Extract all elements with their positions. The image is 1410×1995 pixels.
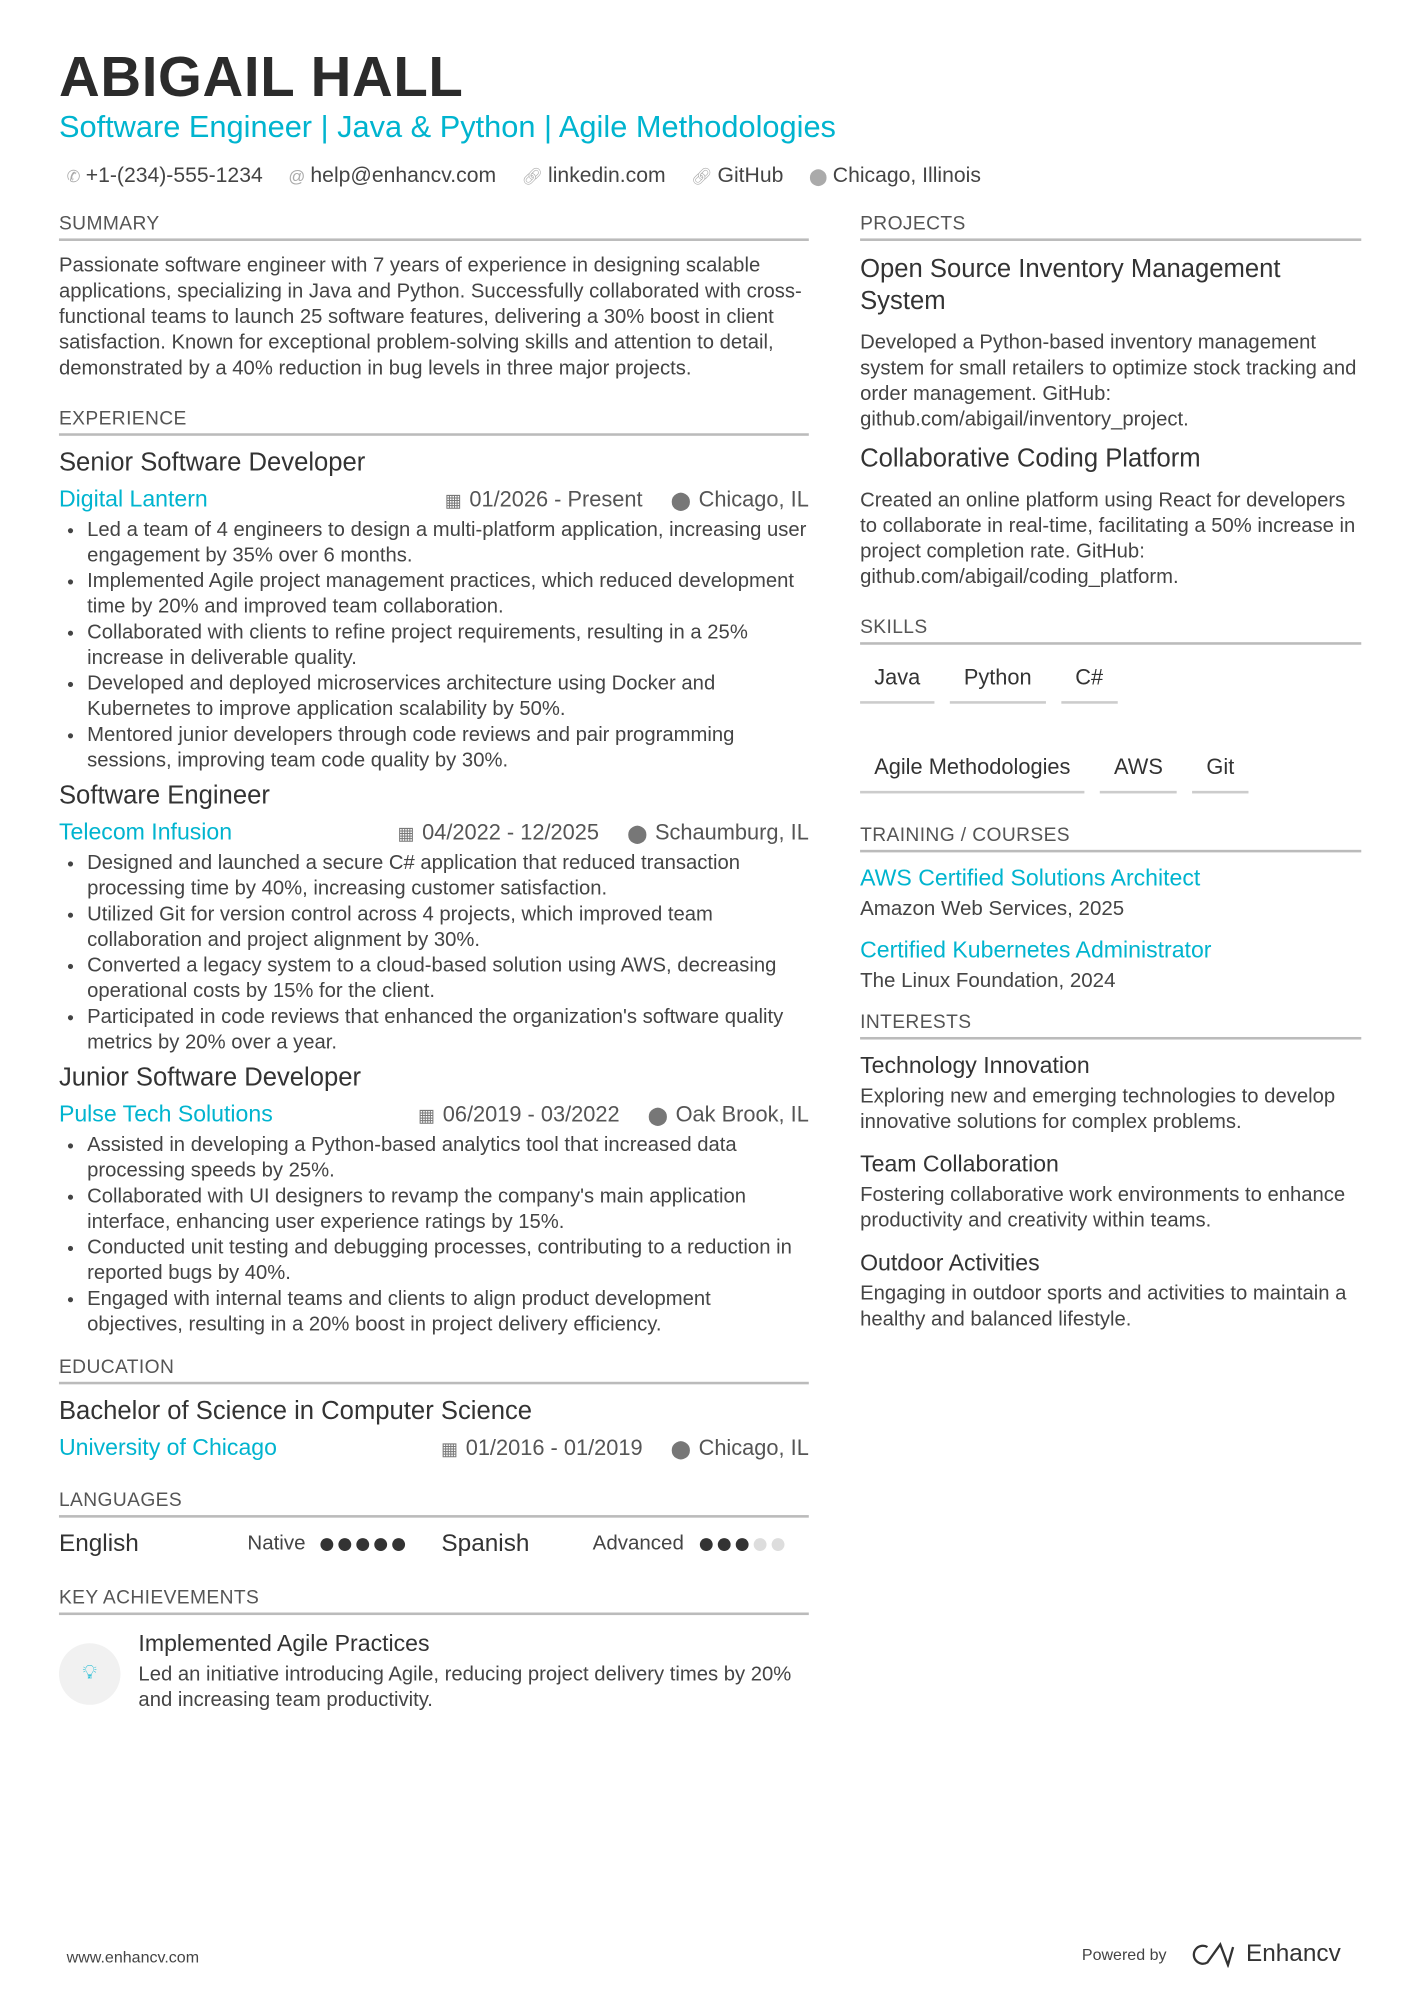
language-list <box>59 1530 809 1558</box>
contact-phone[interactable] <box>67 164 263 188</box>
right-column <box>860 213 1361 1359</box>
dates-text: 01/2026 - Present <box>469 486 643 511</box>
location-text: Chicago, Illinois <box>832 164 981 188</box>
dates-text: 06/2019 - 03/2022 <box>442 1101 620 1127</box>
project-text: Developed a Python-based inventory management system for small retailers to optimize stock tracking and order management. GitHub: github.com/abigail/inventory_project. <box>860 331 1357 431</box>
rating-dot <box>699 1538 712 1551</box>
bullet-item: • Implemented Agile project management practices, which reduced development time by 20% and improved team collaboration. <box>87 569 809 620</box>
interest-title: Technology Innovation <box>860 1052 1090 1078</box>
rating-dot <box>339 1538 352 1551</box>
bullet-item: • Utilized Git for version control across 4 projects, which improved team collaboration and project alignment by 30%. <box>87 902 809 953</box>
interests-section <box>860 1011 1361 1333</box>
section-heading: INTERESTS <box>860 1011 1361 1039</box>
contact-email[interactable] <box>288 164 496 188</box>
job-location <box>648 1102 809 1128</box>
location-text: Chicago, IL <box>698 1434 809 1460</box>
contact-location <box>809 164 981 188</box>
contact-github[interactable] <box>691 164 783 188</box>
skill-tag: Agile Methodologies <box>860 747 1084 793</box>
projects-section <box>860 213 1361 591</box>
achievement-item <box>59 1628 809 1714</box>
skill-tag: Git <box>1192 747 1248 793</box>
location-icon: ⬤ <box>670 1437 691 1459</box>
job-entry <box>59 449 809 775</box>
rating-dot <box>357 1538 370 1551</box>
rating-dot <box>393 1538 406 1551</box>
github-text: GitHub <box>717 164 784 188</box>
enhancv-logo[interactable] <box>1190 1941 1341 1969</box>
training-section <box>860 824 1361 993</box>
course-name: AWS Certified Solutions Architect <box>860 865 1201 891</box>
footer-brand <box>1082 1941 1341 1969</box>
summary-section <box>59 213 809 382</box>
footer-website[interactable]: www.enhancv.com <box>66 1948 200 1967</box>
project-text: Created an online platform using React for developers to collaborate in real-time, facilitating a 50% increase in project completion rate. GitHub: github.com/abigail/coding_platform. <box>860 489 1356 589</box>
brand-name: Enhancv <box>1245 1940 1341 1968</box>
email-text: help@enhancv.com <box>310 164 497 188</box>
job-bullets <box>59 851 809 1056</box>
bullet-item: • Collaborated with clients to refine project requirements, resulting in a 25% increase in deliverable quality. <box>87 620 809 671</box>
section-heading: SUMMARY <box>59 213 809 241</box>
phone-icon: ✆ <box>66 166 81 186</box>
job-bullets <box>59 518 809 774</box>
interest-text: Exploring new and emerging technologies to develop innovative solutions for complex problems. <box>860 1085 1336 1134</box>
language-name: Spanish <box>441 1530 530 1558</box>
course-provider: The Linux Foundation, 2024 <box>860 970 1116 993</box>
skill-tag: AWS <box>1100 747 1177 793</box>
job-meta <box>59 1101 809 1128</box>
job-dates <box>418 1102 620 1128</box>
skills-section <box>860 617 1361 807</box>
location-text: Schaumburg, IL <box>654 819 809 845</box>
bullet-item: • Engaged with internal teams and clients to align product development objectives, resulting in a 20% boost in project delivery efficiency. <box>87 1287 809 1338</box>
project-title: Open Source Inventory Management System <box>860 255 1281 316</box>
bullet-item: • Conducted unit testing and debugging processes, contributing to a reduction in reported bugs by 40%. <box>87 1236 809 1287</box>
company-name: Telecom Infusion <box>58 819 233 845</box>
experience-section <box>59 408 809 1339</box>
rating-dot <box>735 1538 748 1551</box>
education-dates <box>441 1435 643 1461</box>
bullet-item: • Converted a legacy system to a cloud-based solution using AWS, decreasing operational costs by 15% for the client. <box>87 954 809 1005</box>
job-role: Senior Software Developer <box>58 448 366 477</box>
course-provider: Amazon Web Services, 2025 <box>860 898 1125 921</box>
left-column <box>59 213 809 1740</box>
skill-tag: C# <box>1061 658 1117 704</box>
job-entry <box>59 782 809 1056</box>
skill-tag: Python <box>950 658 1046 704</box>
section-heading: PROJECTS <box>860 213 1361 241</box>
rating-dot <box>375 1538 388 1551</box>
location-icon: ⬤ <box>647 1104 668 1125</box>
job-dates <box>445 486 643 512</box>
company-name: Digital Lantern <box>58 485 208 512</box>
powered-by-text: Powered by <box>1081 1945 1167 1964</box>
skill-list <box>860 658 1361 807</box>
interest-title: Team Collaboration <box>860 1151 1059 1177</box>
interest-text: Fostering collaborative work environments to enhance productivity and creativity within teams. <box>860 1184 1346 1232</box>
bullet-item: • Assisted in developing a Python-based analytics tool that increased data processing speeds by 25%. <box>87 1133 809 1184</box>
language-level: Advanced <box>592 1533 684 1555</box>
rating-dot <box>717 1538 730 1551</box>
section-heading: KEY ACHIEVEMENTS <box>59 1587 809 1615</box>
candidate-name: ABIGAIL HALL <box>58 46 464 109</box>
bullet-item: • Developed and deployed microservices architecture using Docker and Kubernetes to improve application scalability by 50%. <box>87 672 809 723</box>
enhancv-logo-icon <box>1190 1942 1236 1968</box>
rating-dot <box>753 1538 766 1551</box>
job-role: Software Engineer <box>58 781 270 811</box>
location-text: Chicago, IL <box>698 486 809 511</box>
at-icon: @ <box>288 166 306 186</box>
education-meta <box>59 1434 809 1461</box>
achievement-title: Implemented Agile Practices <box>138 1630 430 1657</box>
lightbulb-icon: 💡︎ <box>59 1643 121 1705</box>
education-location <box>671 1435 809 1461</box>
course-name: Certified Kubernetes Administrator <box>860 936 1212 963</box>
calendar-icon: ▦ <box>441 1437 459 1459</box>
location-icon: ⬤ <box>670 489 691 510</box>
link-icon: 🔗︎ <box>521 166 543 186</box>
phone-text: +1-(234)-555-1234 <box>85 164 263 188</box>
summary-text: Passionate software engineer with 7 years of experience in designing scalable applications, specializing in Java and Python. Successfully collaborated with cross-functional teams to launch 25 software features, delivering a 30% boost in client satisfaction. Known for exceptional problem-solving skills and attention to detail, demonstrated by a 40% reduction in bug levels in three major projects. <box>58 255 802 380</box>
achievements-section <box>59 1587 809 1714</box>
languages-section <box>59 1489 809 1558</box>
job-dates <box>397 820 599 846</box>
contact-bar <box>67 164 981 188</box>
dates-text: 01/2016 - 01/2019 <box>465 1434 643 1460</box>
calendar-icon: ▦ <box>444 489 462 510</box>
job-location <box>671 486 809 512</box>
rating-dot <box>321 1538 334 1551</box>
job-entry <box>59 1064 809 1338</box>
degree: Bachelor of Science in Computer Science <box>58 1397 533 1426</box>
achievement-text: Led an initiative introducing Agile, reducing project delivery times by 20% and increasing team productivity. <box>138 1663 792 1712</box>
contact-linkedin[interactable] <box>522 164 666 188</box>
dates-text: 04/2022 - 12/2025 <box>422 819 600 845</box>
section-heading: EDUCATION <box>59 1356 809 1384</box>
section-heading: SKILLS <box>860 617 1361 645</box>
bullet-item: • Collaborated with UI designers to revamp the company's main application interface, enhancing user experience ratings by 15%. <box>87 1184 809 1235</box>
job-meta <box>59 819 809 846</box>
job-bullets <box>59 1133 809 1338</box>
bullet-item: • Mentored junior developers through code reviews and pair programming sessions, improving team code quality by 30%. <box>87 723 809 774</box>
project-title: Collaborative Coding Platform <box>860 444 1201 473</box>
job-meta <box>59 486 809 513</box>
company-name: Pulse Tech Solutions <box>58 1101 273 1127</box>
bullet-item: • Led a team of 4 engineers to design a multi-platform application, increasing user engagement by 35% over 6 months. <box>87 518 809 569</box>
section-heading: EXPERIENCE <box>59 408 809 436</box>
interest-text: Engaging in outdoor sports and activities to maintain a healthy and balanced lifestyle. <box>860 1283 1347 1331</box>
section-heading: LANGUAGES <box>59 1489 809 1517</box>
bullet-item: • Designed and launched a secure C# application that reduced transaction processing time by 40%, increasing customer satisfaction. <box>87 851 809 902</box>
language-name: English <box>58 1530 139 1558</box>
skill-tag: Java <box>860 658 934 704</box>
bullet-item: • Participated in code reviews that enhanced the organization's software quality metrics by 20% over a year. <box>87 1005 809 1056</box>
rating-dot <box>771 1538 784 1551</box>
section-heading: TRAINING / COURSES <box>860 824 1361 852</box>
calendar-icon: ▦ <box>418 1104 436 1125</box>
job-location <box>627 820 809 846</box>
school-name: University of Chicago <box>58 1434 277 1460</box>
education-section <box>59 1356 809 1461</box>
location-text: Oak Brook, IL <box>675 1101 809 1127</box>
calendar-icon: ▦ <box>397 822 415 843</box>
language-level: Native <box>247 1533 306 1555</box>
linkedin-text: linkedin.com <box>548 164 666 188</box>
language-rating <box>321 1538 406 1551</box>
link-icon: 🔗︎ <box>691 166 713 186</box>
location-icon: ⬤ <box>808 166 828 186</box>
language-rating <box>699 1538 784 1551</box>
headline: Software Engineer | Java & Python | Agile Methodologies <box>58 110 836 145</box>
job-role: Junior Software Developer <box>58 1063 362 1093</box>
location-icon: ⬤ <box>627 822 648 843</box>
interest-title: Outdoor Activities <box>860 1249 1040 1276</box>
